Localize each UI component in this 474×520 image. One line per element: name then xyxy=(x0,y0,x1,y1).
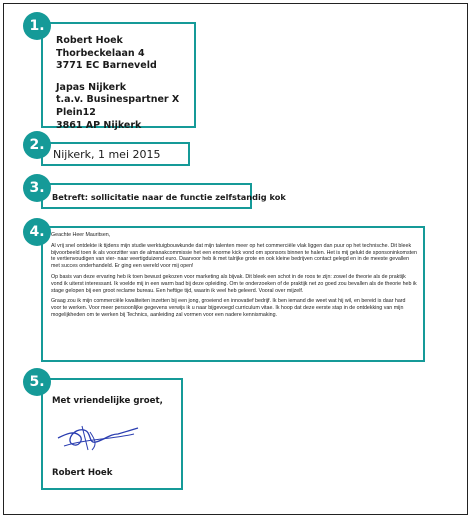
letter-closing: Met vriendelijke groet, xyxy=(52,396,163,406)
sender-signature-name: Robert Hoek xyxy=(52,468,113,478)
letter-greeting: Geachte Heer Mauritsen, xyxy=(51,232,111,238)
subject-box xyxy=(41,183,286,209)
section-number-1: 1. xyxy=(23,12,51,40)
body-box xyxy=(41,226,425,362)
sender-name: Robert Hoek xyxy=(56,35,123,46)
closing-box xyxy=(41,378,183,490)
recipient-company: Japas Nijkerk xyxy=(56,81,127,93)
letter-date: Nijkerk, 1 mei 2015 xyxy=(53,148,161,161)
letter-paragraph-2: Op basis van deze ervaring heb ik toen bewust gekozen voor marketing als bijvak. Dit bleek een schot in de roos te zijn: zowel de theorie als de praktijk vond ik uiterst interessant. Ik voelde mij in een warm bad bij deze opleiding. Om te onderzoeken of de praktijk net zo goed zou bevallen als de theorie heb ik stage gelopen bij een groot reclame bureau. Een heftige tijd, waarin ik veel heb geleerd. Vooral over mijzelf. xyxy=(51,273,417,294)
section-number-2: 2. xyxy=(23,131,51,159)
section-number-4: 4. xyxy=(23,218,51,246)
sender-street: Thorbeckelaan 4 xyxy=(56,47,145,59)
address-box xyxy=(41,22,196,131)
sender-city: 3771 EC Barneveld xyxy=(56,60,157,72)
section-number-5: 5. xyxy=(23,368,51,396)
date-box xyxy=(41,142,190,166)
letter-subject: Betreft: sollicitatie naar de functie zelfstandig kok xyxy=(52,192,286,202)
letter-paragraph-1: Al vrij snel ontdekte ik tijdens mijn studie werktuigbouwkunde dat mijn talenten meer op het commerciële vlak liggen dan puur op het technische. Dit bleek bijvoorbeeld toen ik als voorzitter van de almanakcommissie het een enorme kick vond om sponsors binnen te halen. Het is mij gelukt de sponsoninkomsten te vertienvoudigen van vier- naar veertigduizend euro. Daarvoor heb ik met talrijke grote en ook kleine bedrijven contact gelegd en in de meeste gevallen met succes onderhandeld. Er ging een wereld voor mij open! xyxy=(51,242,417,270)
recipient-attention: t.a.v. Businespartner X xyxy=(56,94,180,106)
recipient-city: 3861 AP Nijkerk xyxy=(56,119,142,131)
recipient-street: Plein12 xyxy=(56,106,96,118)
signature-image xyxy=(52,420,142,456)
section-number-3: 3. xyxy=(23,174,51,202)
letter-paragraph-3: Graag zou ik mijn commerciële kwaliteiten inzetten bij een jong, groeiend en innovatief bedrijf. Ik ben iemand die weet wat hij wil, en bereid is daar hard voor te werken. Voor meer persoonlijke gegevens verwijs ik u naar bijgevoegd curriculum vitae. Ik hoop dat deze eerste stap in de ontdekking van mijn mogelijkheden om te werken bij Technics, aanleiding zal vormen voor een nadere kennismaking. xyxy=(51,298,406,318)
